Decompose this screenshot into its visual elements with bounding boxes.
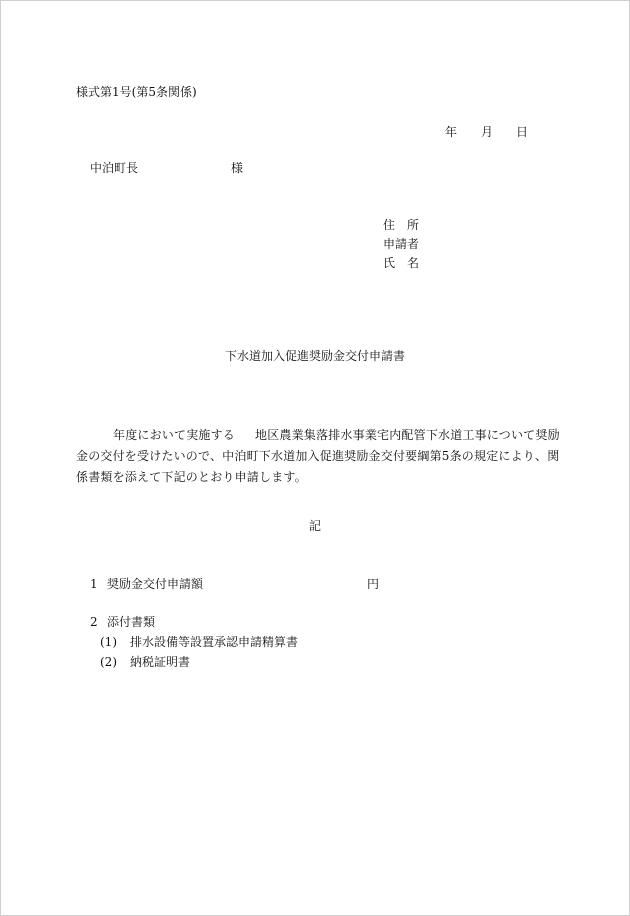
form-number: 様式第1号(第5条関係): [76, 85, 197, 99]
item-1-unit: 円: [367, 577, 380, 591]
attachment-2-label: 納税証明書: [130, 655, 191, 669]
body-line-1b: 地区農業集落排水事業宅内配管下水道工事について奨励: [255, 428, 560, 442]
body-line-2: 金の交付を受けたいので、中泊町下水道加入促進奨励金交付要綱第5条の規定により、関: [76, 449, 560, 463]
date-month-label: 月: [481, 125, 494, 139]
item-2-label: 添付書類: [107, 615, 156, 629]
applicant-label: 申請者: [383, 237, 420, 251]
applicant-block: [383, 217, 419, 274]
attachment-1-label: 排水設備等設置承認申請精算書: [130, 635, 299, 649]
address-label: 住 所: [383, 218, 420, 232]
body-line-1a: 年度において実施する: [113, 428, 236, 442]
item-1-number: 1: [90, 577, 98, 591]
document-title: 下水道加入促進奨励金交付申請書: [224, 349, 405, 363]
body-paragraph: [76, 425, 560, 488]
date-year-label: 年: [445, 125, 458, 139]
attachment-1-number: (1): [100, 635, 117, 649]
addressee-name: 中泊町長: [90, 161, 139, 175]
addressee-honorific: 様: [231, 161, 244, 175]
ki-heading: 記: [308, 519, 321, 533]
body-line-1: [76, 425, 560, 446]
item-1-label: 奨励金交付申請額: [107, 577, 204, 591]
item-2-number: 2: [90, 615, 98, 629]
attachment-2-number: (2): [100, 655, 117, 669]
name-label: 氏 名: [383, 256, 420, 270]
body-line-3: 係書類を添えて下記のとおり申請します。: [76, 470, 307, 484]
date-day-label: 日: [516, 125, 529, 139]
